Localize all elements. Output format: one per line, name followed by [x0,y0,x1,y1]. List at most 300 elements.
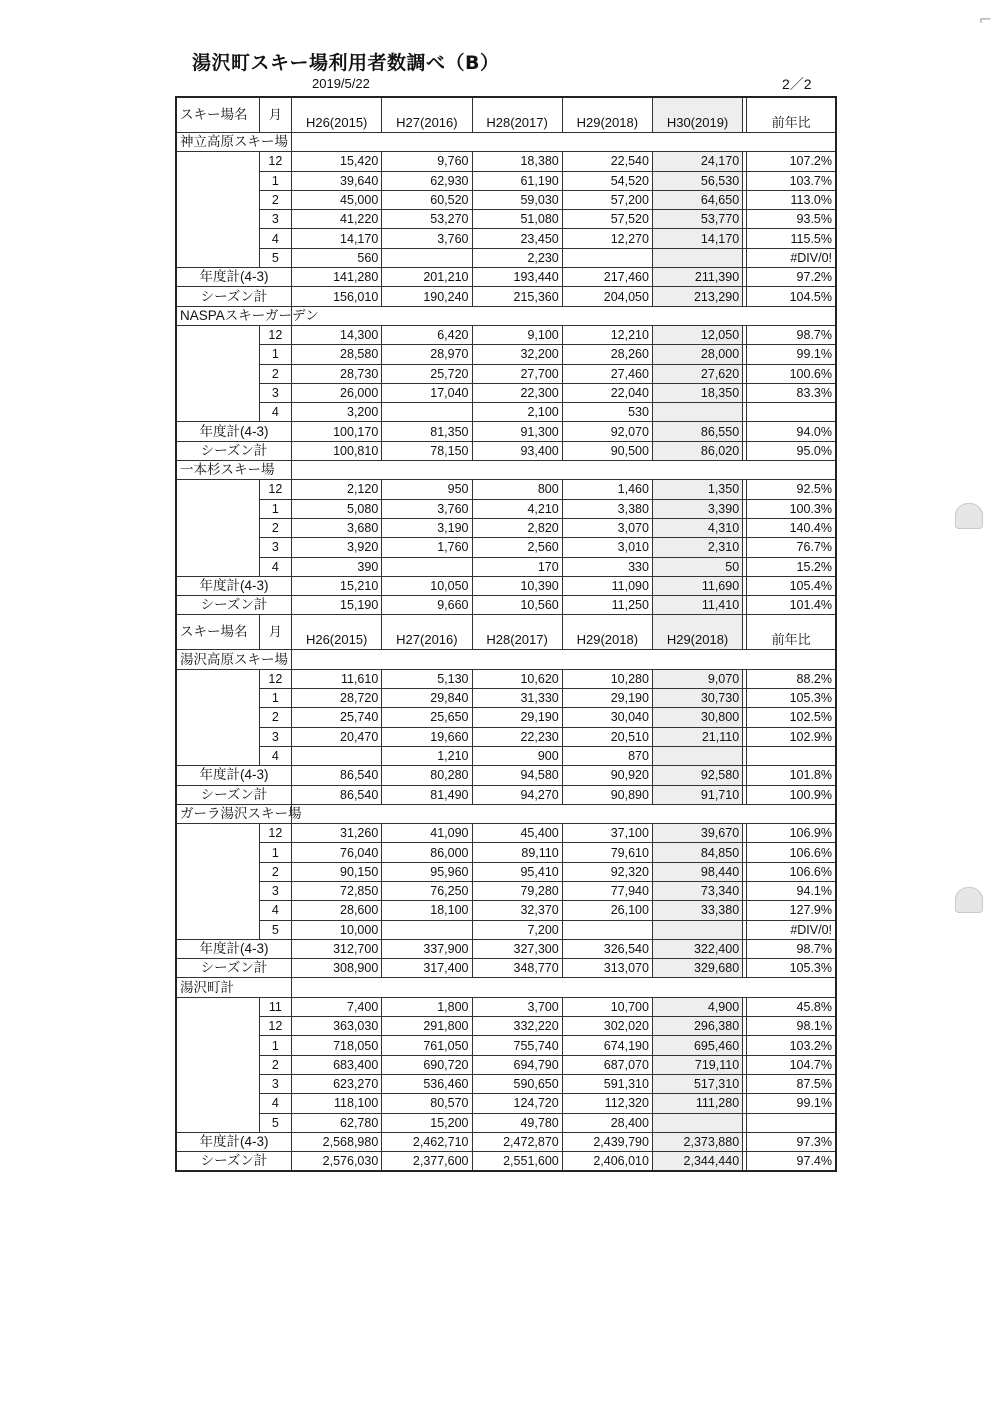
total-value: 10,560 [472,596,562,615]
value-cell [652,1113,742,1132]
total-label: 年度計(4-3) [176,939,292,958]
empty-name-cell [176,1113,259,1132]
month-cell: 4 [259,901,291,920]
value-cell: 84,850 [652,843,742,862]
month-cell: 5 [259,248,291,267]
total-row [176,785,836,804]
total-value: 93,400 [472,441,562,460]
value-cell: 3,070 [562,518,652,537]
month-row [176,518,836,537]
ratio-cell: 106.6% [747,862,836,881]
value-cell: 20,510 [562,727,652,746]
value-cell: 695,460 [652,1036,742,1055]
value-cell: 10,620 [472,669,562,688]
ratio-cell: 104.7% [747,1055,836,1074]
total-value: 90,920 [562,766,652,785]
blank-cell [292,978,836,997]
resort-name-row [176,133,836,152]
value-cell: 517,310 [652,1074,742,1093]
value-cell: 14,300 [292,325,382,344]
header-year: H27(2016) [382,615,472,650]
ratio-cell: 92.5% [747,480,836,499]
value-cell: 690,720 [382,1055,472,1074]
total-label: 年度計(4-3) [176,422,292,441]
resort-name: 湯沢町計 [176,978,292,997]
value-cell: 536,460 [382,1074,472,1093]
value-cell: 674,190 [562,1036,652,1055]
total-value: 193,440 [472,268,562,287]
value-cell: 29,190 [562,689,652,708]
value-cell: 623,270 [292,1074,382,1093]
resort-name-row [176,804,836,823]
month-cell: 2 [259,1055,291,1074]
value-cell: 22,540 [562,152,652,171]
total-value: 78,150 [382,441,472,460]
month-row [176,325,836,344]
value-cell: 3,380 [562,499,652,518]
month-row [176,480,836,499]
header-year: H29(2018) [562,615,652,650]
month-cell: 3 [259,881,291,900]
value-cell: 57,200 [562,190,652,209]
empty-name-cell [176,480,259,499]
ratio-cell [747,746,836,765]
value-cell: 32,200 [472,345,562,364]
month-cell: 12 [259,669,291,688]
value-cell: 28,400 [562,1113,652,1132]
value-cell: 25,740 [292,708,382,727]
value-cell: 718,050 [292,1036,382,1055]
value-cell: 3,760 [382,229,472,248]
total-value: 308,900 [292,959,382,978]
month-cell: 12 [259,824,291,843]
total-value: 327,300 [472,939,562,958]
total-label: 年度計(4-3) [176,766,292,785]
value-cell: 98,440 [652,862,742,881]
month-cell: 2 [259,518,291,537]
month-cell: 4 [259,557,291,576]
blank-cell [292,804,836,823]
value-cell: 25,650 [382,708,472,727]
ratio-cell: 106.6% [747,843,836,862]
value-cell [652,403,742,422]
total-ratio: 105.3% [747,959,836,978]
value-cell: 1,350 [652,480,742,499]
resort-name: NASPAスキーガーデン [176,306,292,325]
total-value: 11,410 [652,596,742,615]
total-ratio: 100.9% [747,785,836,804]
value-cell: 57,520 [562,210,652,229]
resort-name-row [176,650,836,669]
month-row [176,920,836,939]
month-cell: 5 [259,1113,291,1132]
total-label: シーズン計 [176,959,292,978]
value-cell: 95,960 [382,862,472,881]
value-cell: 1,460 [562,480,652,499]
value-cell: 51,080 [472,210,562,229]
blank-cell [292,133,836,152]
value-cell: 28,720 [292,689,382,708]
value-cell: 900 [472,746,562,765]
total-value: 86,020 [652,441,742,460]
value-cell [562,248,652,267]
ratio-cell: 102.9% [747,727,836,746]
header-year: H26(2015) [292,615,382,650]
value-cell: 72,850 [292,881,382,900]
empty-name-cell [176,518,259,537]
total-value: 204,050 [562,287,652,306]
value-cell [652,920,742,939]
value-cell: 9,760 [382,152,472,171]
ratio-cell: 105.3% [747,689,836,708]
empty-name-cell [176,901,259,920]
value-cell: 22,230 [472,727,562,746]
header-year: H28(2017) [472,97,562,133]
total-ratio: 105.4% [747,576,836,595]
value-cell: 761,050 [382,1036,472,1055]
month-row [176,746,836,765]
empty-name-cell [176,248,259,267]
value-cell: 77,940 [562,881,652,900]
value-cell: 3,390 [652,499,742,518]
empty-name-cell [176,229,259,248]
value-cell: 22,040 [562,383,652,402]
empty-name-cell [176,727,259,746]
header-name: スキー場名 [176,615,259,650]
total-label: シーズン計 [176,1152,292,1172]
total-ratio: 95.0% [747,441,836,460]
total-value: 100,810 [292,441,382,460]
value-cell: 112,320 [562,1094,652,1113]
value-cell: 3,760 [382,499,472,518]
value-cell: 2,560 [472,538,562,557]
value-cell: 41,220 [292,210,382,229]
resort-name-row [176,978,836,997]
total-row [176,766,836,785]
month-row [176,499,836,518]
value-cell: 1,760 [382,538,472,557]
total-ratio: 97.4% [747,1152,836,1172]
empty-name-cell [176,746,259,765]
punch-hole [955,503,983,529]
header-month: 月 [259,97,291,133]
ratio-cell: 87.5% [747,1074,836,1093]
ratio-cell: #DIV/0! [747,920,836,939]
total-value: 92,580 [652,766,742,785]
month-cell: 4 [259,403,291,422]
empty-name-cell [176,843,259,862]
month-row [176,364,836,383]
month-cell: 1 [259,171,291,190]
header-year: H29(2018) [562,97,652,133]
total-value: 213,290 [652,287,742,306]
value-cell: 291,800 [382,1017,472,1036]
month-cell: 1 [259,843,291,862]
total-label: 年度計(4-3) [176,268,292,287]
total-value: 313,070 [562,959,652,978]
ratio-cell: 102.5% [747,708,836,727]
value-cell: 4,900 [652,997,742,1016]
month-row [176,171,836,190]
ratio-cell: 115.5% [747,229,836,248]
ratio-cell: 98.7% [747,325,836,344]
empty-name-cell [176,383,259,402]
month-cell: 11 [259,997,291,1016]
total-row [176,287,836,306]
total-ratio: 97.3% [747,1132,836,1151]
value-cell: 2,230 [472,248,562,267]
total-value: 91,710 [652,785,742,804]
resort-name-row [176,306,836,325]
month-row [176,708,836,727]
corner-mark: ⌐ [978,10,992,29]
empty-name-cell [176,997,259,1016]
ratio-cell: 99.1% [747,345,836,364]
value-cell: 950 [382,480,472,499]
value-cell: 687,070 [562,1055,652,1074]
month-cell: 4 [259,229,291,248]
page-number: 2／2 [782,76,812,92]
value-cell: 5,080 [292,499,382,518]
total-ratio: 98.7% [747,939,836,958]
month-cell: 1 [259,345,291,364]
total-value: 15,210 [292,576,382,595]
month-cell: 3 [259,383,291,402]
total-value: 2,462,710 [382,1132,472,1151]
value-cell: 9,100 [472,325,562,344]
empty-name-cell [176,499,259,518]
value-cell: 53,770 [652,210,742,229]
empty-name-cell [176,364,259,383]
total-value: 329,680 [652,959,742,978]
total-value: 86,540 [292,785,382,804]
value-cell: 79,610 [562,843,652,862]
value-cell: 10,700 [562,997,652,1016]
header-year: H29(2018) [652,615,742,650]
month-cell: 3 [259,727,291,746]
month-cell: 1 [259,1036,291,1055]
value-cell: 45,000 [292,190,382,209]
empty-name-cell [176,190,259,209]
month-row [176,383,836,402]
total-value: 190,240 [382,287,472,306]
value-cell: 124,720 [472,1094,562,1113]
total-value: 2,406,010 [562,1152,652,1172]
total-value: 2,344,440 [652,1152,742,1172]
empty-name-cell [176,689,259,708]
ratio-cell: 113.0% [747,190,836,209]
ratio-cell: 100.3% [747,499,836,518]
month-row [176,538,836,557]
value-cell: 20,470 [292,727,382,746]
ratio-cell: #DIV/0! [747,248,836,267]
value-cell: 30,040 [562,708,652,727]
header-year: H27(2016) [382,97,472,133]
total-row [176,268,836,287]
header-name: スキー場名 [176,97,259,133]
value-cell: 800 [472,480,562,499]
empty-name-cell [176,325,259,344]
month-cell: 2 [259,190,291,209]
total-value: 2,377,600 [382,1152,472,1172]
total-value: 81,350 [382,422,472,441]
punch-hole [955,887,983,913]
month-row [176,881,836,900]
empty-name-cell [176,171,259,190]
empty-name-cell [176,1094,259,1113]
total-label: シーズン計 [176,785,292,804]
value-cell: 33,380 [652,901,742,920]
month-cell: 2 [259,862,291,881]
value-cell: 12,210 [562,325,652,344]
value-cell: 62,930 [382,171,472,190]
empty-name-cell [176,538,259,557]
value-cell: 3,920 [292,538,382,557]
month-cell: 1 [259,689,291,708]
ratio-cell: 83.3% [747,383,836,402]
value-cell: 17,040 [382,383,472,402]
value-cell: 2,820 [472,518,562,537]
value-cell: 28,970 [382,345,472,364]
value-cell [562,920,652,939]
value-cell: 76,040 [292,843,382,862]
header-ratio: 前年比 [747,615,836,650]
total-value: 94,270 [472,785,562,804]
total-value: 337,900 [382,939,472,958]
value-cell: 9,070 [652,669,742,688]
value-cell: 170 [472,557,562,576]
total-value: 11,090 [562,576,652,595]
empty-name-cell [176,210,259,229]
total-row [176,441,836,460]
total-row [176,939,836,958]
total-value: 11,250 [562,596,652,615]
value-cell: 7,400 [292,997,382,1016]
value-cell: 591,310 [562,1074,652,1093]
total-ratio: 101.4% [747,596,836,615]
value-cell: 54,520 [562,171,652,190]
total-value: 2,472,870 [472,1132,562,1151]
total-ratio: 97.2% [747,268,836,287]
value-cell: 330 [562,557,652,576]
value-cell: 2,100 [472,403,562,422]
resort-name: ガーラ湯沢スキー場 [176,804,292,823]
month-cell: 2 [259,708,291,727]
total-row [176,422,836,441]
document-title: 湯沢町スキー場利用者数調べ（B） [192,52,500,74]
value-cell: 3,200 [292,403,382,422]
resort-name: 一本杉スキー場 [176,461,292,480]
empty-name-cell [176,881,259,900]
value-cell: 26,100 [562,901,652,920]
value-cell: 3,700 [472,997,562,1016]
total-label: 年度計(4-3) [176,1132,292,1151]
total-value: 348,770 [472,959,562,978]
total-value: 215,360 [472,287,562,306]
value-cell: 302,020 [562,1017,652,1036]
ratio-cell: 94.1% [747,881,836,900]
empty-name-cell [176,708,259,727]
header-month: 月 [259,615,291,650]
value-cell: 41,090 [382,824,472,843]
value-cell: 86,000 [382,843,472,862]
empty-name-cell [176,1017,259,1036]
value-cell: 4,210 [472,499,562,518]
ratio-cell: 140.4% [747,518,836,537]
total-value: 2,551,600 [472,1152,562,1172]
value-cell [382,248,472,267]
value-cell: 80,570 [382,1094,472,1113]
month-row [176,403,836,422]
ratio-cell: 100.6% [747,364,836,383]
value-cell: 390 [292,557,382,576]
total-label: 年度計(4-3) [176,576,292,595]
total-label: シーズン計 [176,441,292,460]
value-cell: 4,310 [652,518,742,537]
value-cell: 3,680 [292,518,382,537]
value-cell: 90,150 [292,862,382,881]
ratio-cell: 15.2% [747,557,836,576]
total-value: 312,700 [292,939,382,958]
total-row [176,959,836,978]
total-value: 10,050 [382,576,472,595]
total-value: 80,280 [382,766,472,785]
value-cell: 23,450 [472,229,562,248]
month-row [176,901,836,920]
value-cell: 31,260 [292,824,382,843]
value-cell: 332,220 [472,1017,562,1036]
value-cell: 15,200 [382,1113,472,1132]
total-value: 81,490 [382,785,472,804]
empty-name-cell [176,1036,259,1055]
month-row [176,689,836,708]
total-value: 317,400 [382,959,472,978]
empty-name-cell [176,669,259,688]
month-cell: 5 [259,920,291,939]
resort-name: 湯沢高原スキー場 [176,650,292,669]
value-cell: 11,610 [292,669,382,688]
value-cell: 60,520 [382,190,472,209]
value-cell: 111,280 [652,1094,742,1113]
value-cell: 53,270 [382,210,472,229]
month-row [176,345,836,364]
resort-name-row [176,461,836,480]
total-value: 90,890 [562,785,652,804]
total-value: 2,568,980 [292,1132,382,1151]
month-row [176,843,836,862]
empty-name-cell [176,152,259,171]
month-row [176,1094,836,1113]
value-cell: 3,190 [382,518,472,537]
month-cell: 4 [259,1094,291,1113]
value-cell: 5,130 [382,669,472,688]
total-value: 2,439,790 [562,1132,652,1151]
value-cell: 27,460 [562,364,652,383]
value-cell: 31,330 [472,689,562,708]
month-row [176,669,836,688]
value-cell: 590,650 [472,1074,562,1093]
month-row [176,997,836,1016]
total-row [176,596,836,615]
total-label: シーズン計 [176,596,292,615]
ratio-cell: 45.8% [747,997,836,1016]
month-cell: 4 [259,746,291,765]
total-value: 94,580 [472,766,562,785]
value-cell: 56,530 [652,171,742,190]
value-cell: 1,210 [382,746,472,765]
month-row [176,229,836,248]
total-label: シーズン計 [176,287,292,306]
